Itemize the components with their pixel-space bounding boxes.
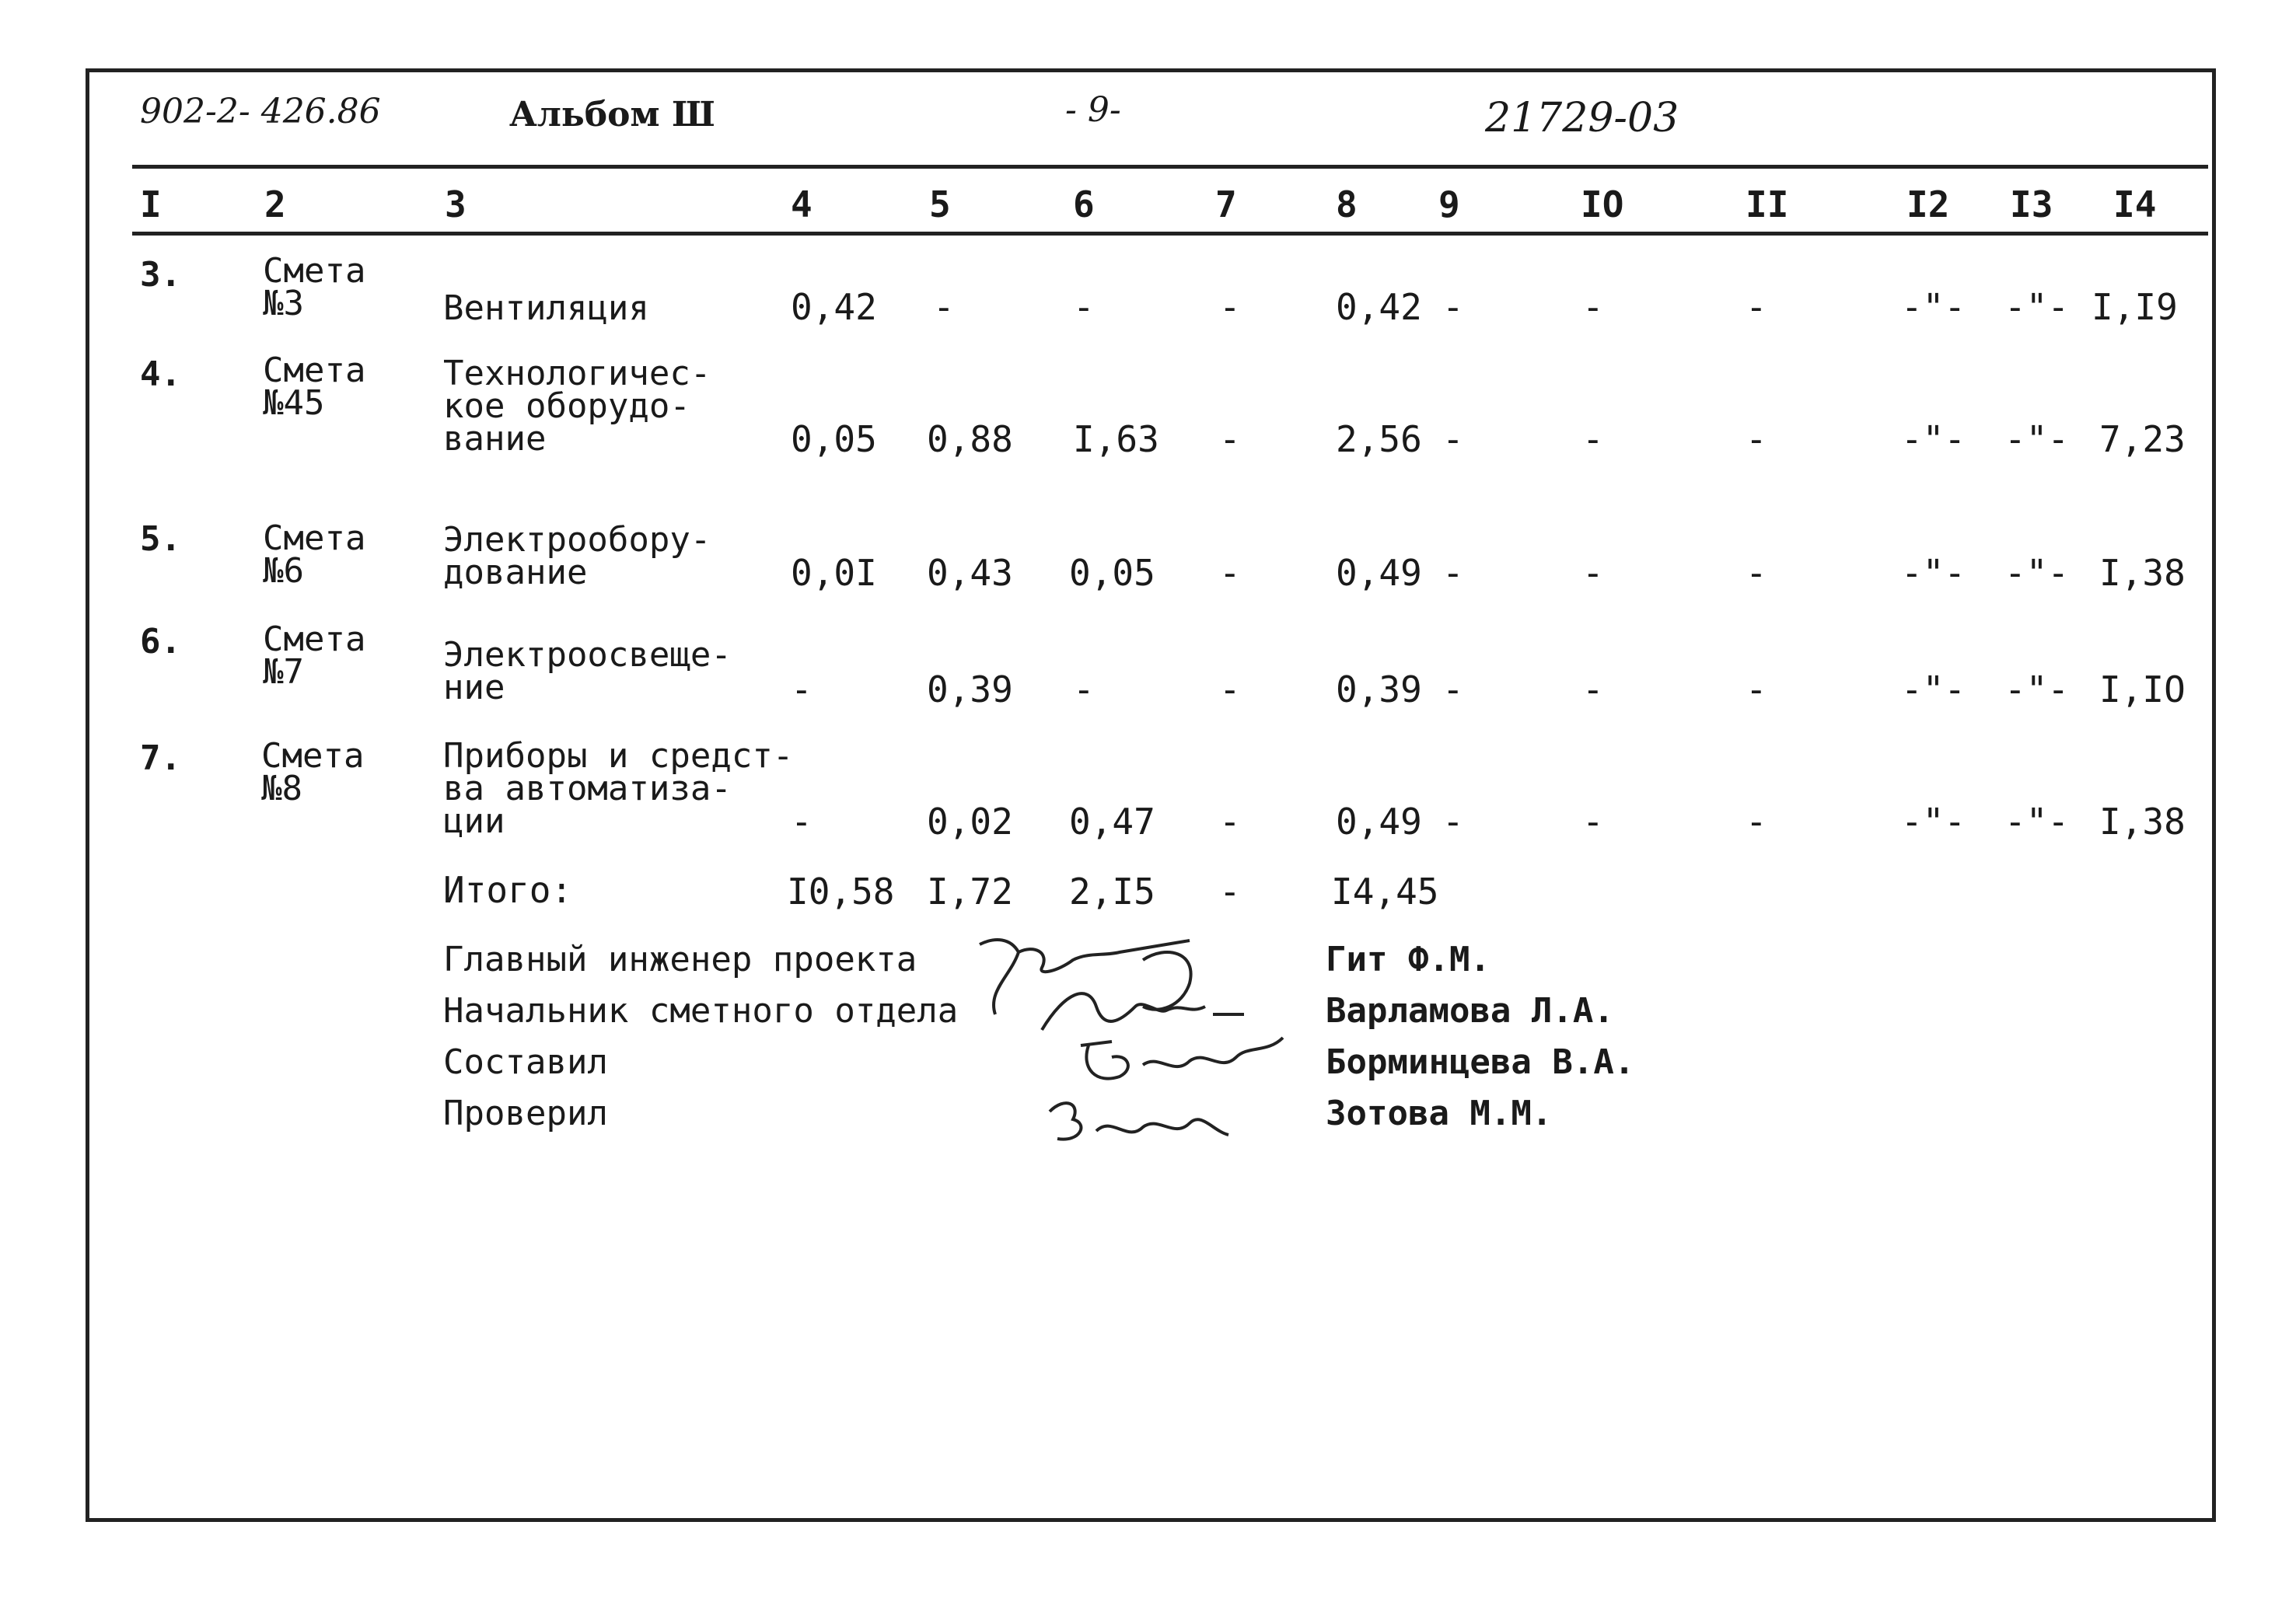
cell-c9: - — [1442, 668, 1464, 710]
page-number: - 9- — [1065, 90, 1121, 130]
signature-name: Борминцева В.А. — [1326, 1042, 1635, 1082]
cell-c9: - — [1442, 418, 1464, 460]
sheet-code: 21729-03 — [1485, 95, 1679, 141]
cell-c10: - — [1582, 552, 1604, 594]
cell-c9: - — [1442, 801, 1464, 843]
col-14: I4 — [2113, 183, 2157, 225]
cell-c7: - — [1219, 552, 1241, 594]
cell-c14: I,IO — [2099, 668, 2186, 710]
smeta-label: Смета №45 — [263, 351, 366, 423]
cell-c8: 0,42 — [1336, 286, 1422, 328]
row-number: 4. — [140, 354, 181, 394]
cell-c12: -"- — [1901, 552, 1966, 594]
cell-c14: I,I9 — [2092, 286, 2178, 328]
cell-c13: -"- — [2004, 552, 2070, 594]
smeta-label: Смета №7 — [263, 620, 366, 692]
cell-c8: 0,49 — [1336, 552, 1422, 594]
signature-name: Гит Ф.М. — [1326, 940, 1490, 979]
col-13: I3 — [2010, 183, 2053, 225]
row-number: 7. — [140, 738, 181, 778]
cell-c14: 7,23 — [2099, 418, 2186, 460]
document-frame — [86, 68, 2216, 1522]
cell-c6: I,63 — [1073, 418, 1159, 460]
col-1: I — [140, 183, 162, 225]
cell-c11: - — [1746, 552, 1767, 594]
handwritten-signature-4 — [1042, 1088, 1244, 1161]
signature-name: Зотова М.М. — [1326, 1094, 1553, 1133]
col-10: IO — [1581, 183, 1624, 225]
signature-role: Составил — [443, 1042, 608, 1082]
cell-c10: - — [1582, 286, 1604, 328]
cell-c5: 0,88 — [927, 418, 1013, 460]
cell-c6: - — [1073, 668, 1095, 710]
row-number: 5. — [140, 519, 181, 559]
cell-c11: - — [1746, 801, 1767, 843]
cell-c11: - — [1746, 286, 1767, 328]
signature-role: Начальник сметного отдела — [443, 991, 959, 1031]
smeta-label: Смета №6 — [263, 518, 366, 591]
total-c4: I0,58 — [787, 871, 895, 913]
cell-c13: -"- — [2004, 286, 2070, 328]
col-3: 3 — [445, 183, 467, 225]
item-name: Электрообору- дование — [443, 520, 711, 592]
cell-c11: - — [1746, 418, 1767, 460]
signature-role: Проверил — [443, 1094, 608, 1133]
doc-code: 902-2- 426.86 — [140, 92, 381, 131]
cell-c4: - — [791, 801, 813, 843]
total-c7: - — [1219, 871, 1241, 913]
cell-c12: -"- — [1901, 418, 1966, 460]
cell-c4: 0,0I — [791, 552, 877, 594]
item-name: Электроосвеще- ние — [443, 635, 732, 707]
total-c8: I4,45 — [1331, 871, 1439, 913]
cell-c4: 0,05 — [791, 418, 877, 460]
col-9: 9 — [1438, 183, 1460, 225]
total-label: Итого: — [443, 869, 573, 911]
smeta-label: Смета №3 — [263, 251, 366, 323]
cell-c5: 0,39 — [927, 668, 1013, 710]
cell-c4: - — [791, 668, 813, 710]
col-2: 2 — [264, 183, 286, 225]
cell-c6: 0,05 — [1069, 552, 1155, 594]
col-8: 8 — [1336, 183, 1358, 225]
cell-c7: - — [1219, 801, 1241, 843]
smeta-label: Смета №8 — [261, 736, 365, 808]
col-6: 6 — [1073, 183, 1095, 225]
cell-c7: - — [1219, 668, 1241, 710]
cell-c13: -"- — [2004, 668, 2070, 710]
cell-c14: I,38 — [2099, 801, 2186, 843]
total-c6: 2,I5 — [1069, 871, 1155, 913]
cell-c7: - — [1219, 286, 1241, 328]
column-header-rule — [132, 232, 2208, 236]
cell-c10: - — [1582, 418, 1604, 460]
cell-c12: -"- — [1901, 801, 1966, 843]
cell-c4: 0,42 — [791, 286, 877, 328]
row-number: 3. — [140, 255, 181, 295]
cell-c8: 0,39 — [1336, 668, 1422, 710]
cell-c6: - — [1073, 286, 1095, 328]
cell-c13: -"- — [2004, 801, 2070, 843]
cell-c10: - — [1582, 801, 1604, 843]
cell-c6: 0,47 — [1069, 801, 1155, 843]
col-12: I2 — [1906, 183, 1950, 225]
item-name: Вентиляция — [443, 288, 649, 328]
cell-c11: - — [1746, 668, 1767, 710]
item-name: Приборы и средст- ва автоматиза- ции — [443, 736, 794, 841]
header-rule — [132, 165, 2208, 169]
cell-c12: -"- — [1901, 668, 1966, 710]
cell-c13: -"- — [2004, 418, 2070, 460]
signature-role: Главный инженер проекта — [443, 940, 917, 979]
row-number: 6. — [140, 622, 181, 661]
cell-c9: - — [1442, 552, 1464, 594]
cell-c8: 2,56 — [1336, 418, 1422, 460]
col-7: 7 — [1215, 183, 1237, 225]
cell-c9: - — [1442, 286, 1464, 328]
cell-c8: 0,49 — [1336, 801, 1422, 843]
total-c5: I,72 — [927, 871, 1013, 913]
item-name: Технологичес- кое оборудо- вание — [443, 354, 711, 459]
cell-c5: 0,43 — [927, 552, 1013, 594]
col-4: 4 — [791, 183, 813, 225]
col-11: II — [1746, 183, 1789, 225]
signature-name: Варламова Л.А. — [1326, 991, 1614, 1031]
cell-c5: 0,02 — [927, 801, 1013, 843]
cell-c12: -"- — [1901, 286, 1966, 328]
cell-c10: - — [1582, 668, 1604, 710]
cell-c7: - — [1219, 418, 1241, 460]
cell-c5: - — [933, 286, 955, 328]
cell-c14: I,38 — [2099, 552, 2186, 594]
album-label: Альбом Ш — [509, 95, 715, 134]
handwritten-signature-3 — [1065, 1022, 1298, 1095]
col-5: 5 — [929, 183, 951, 225]
